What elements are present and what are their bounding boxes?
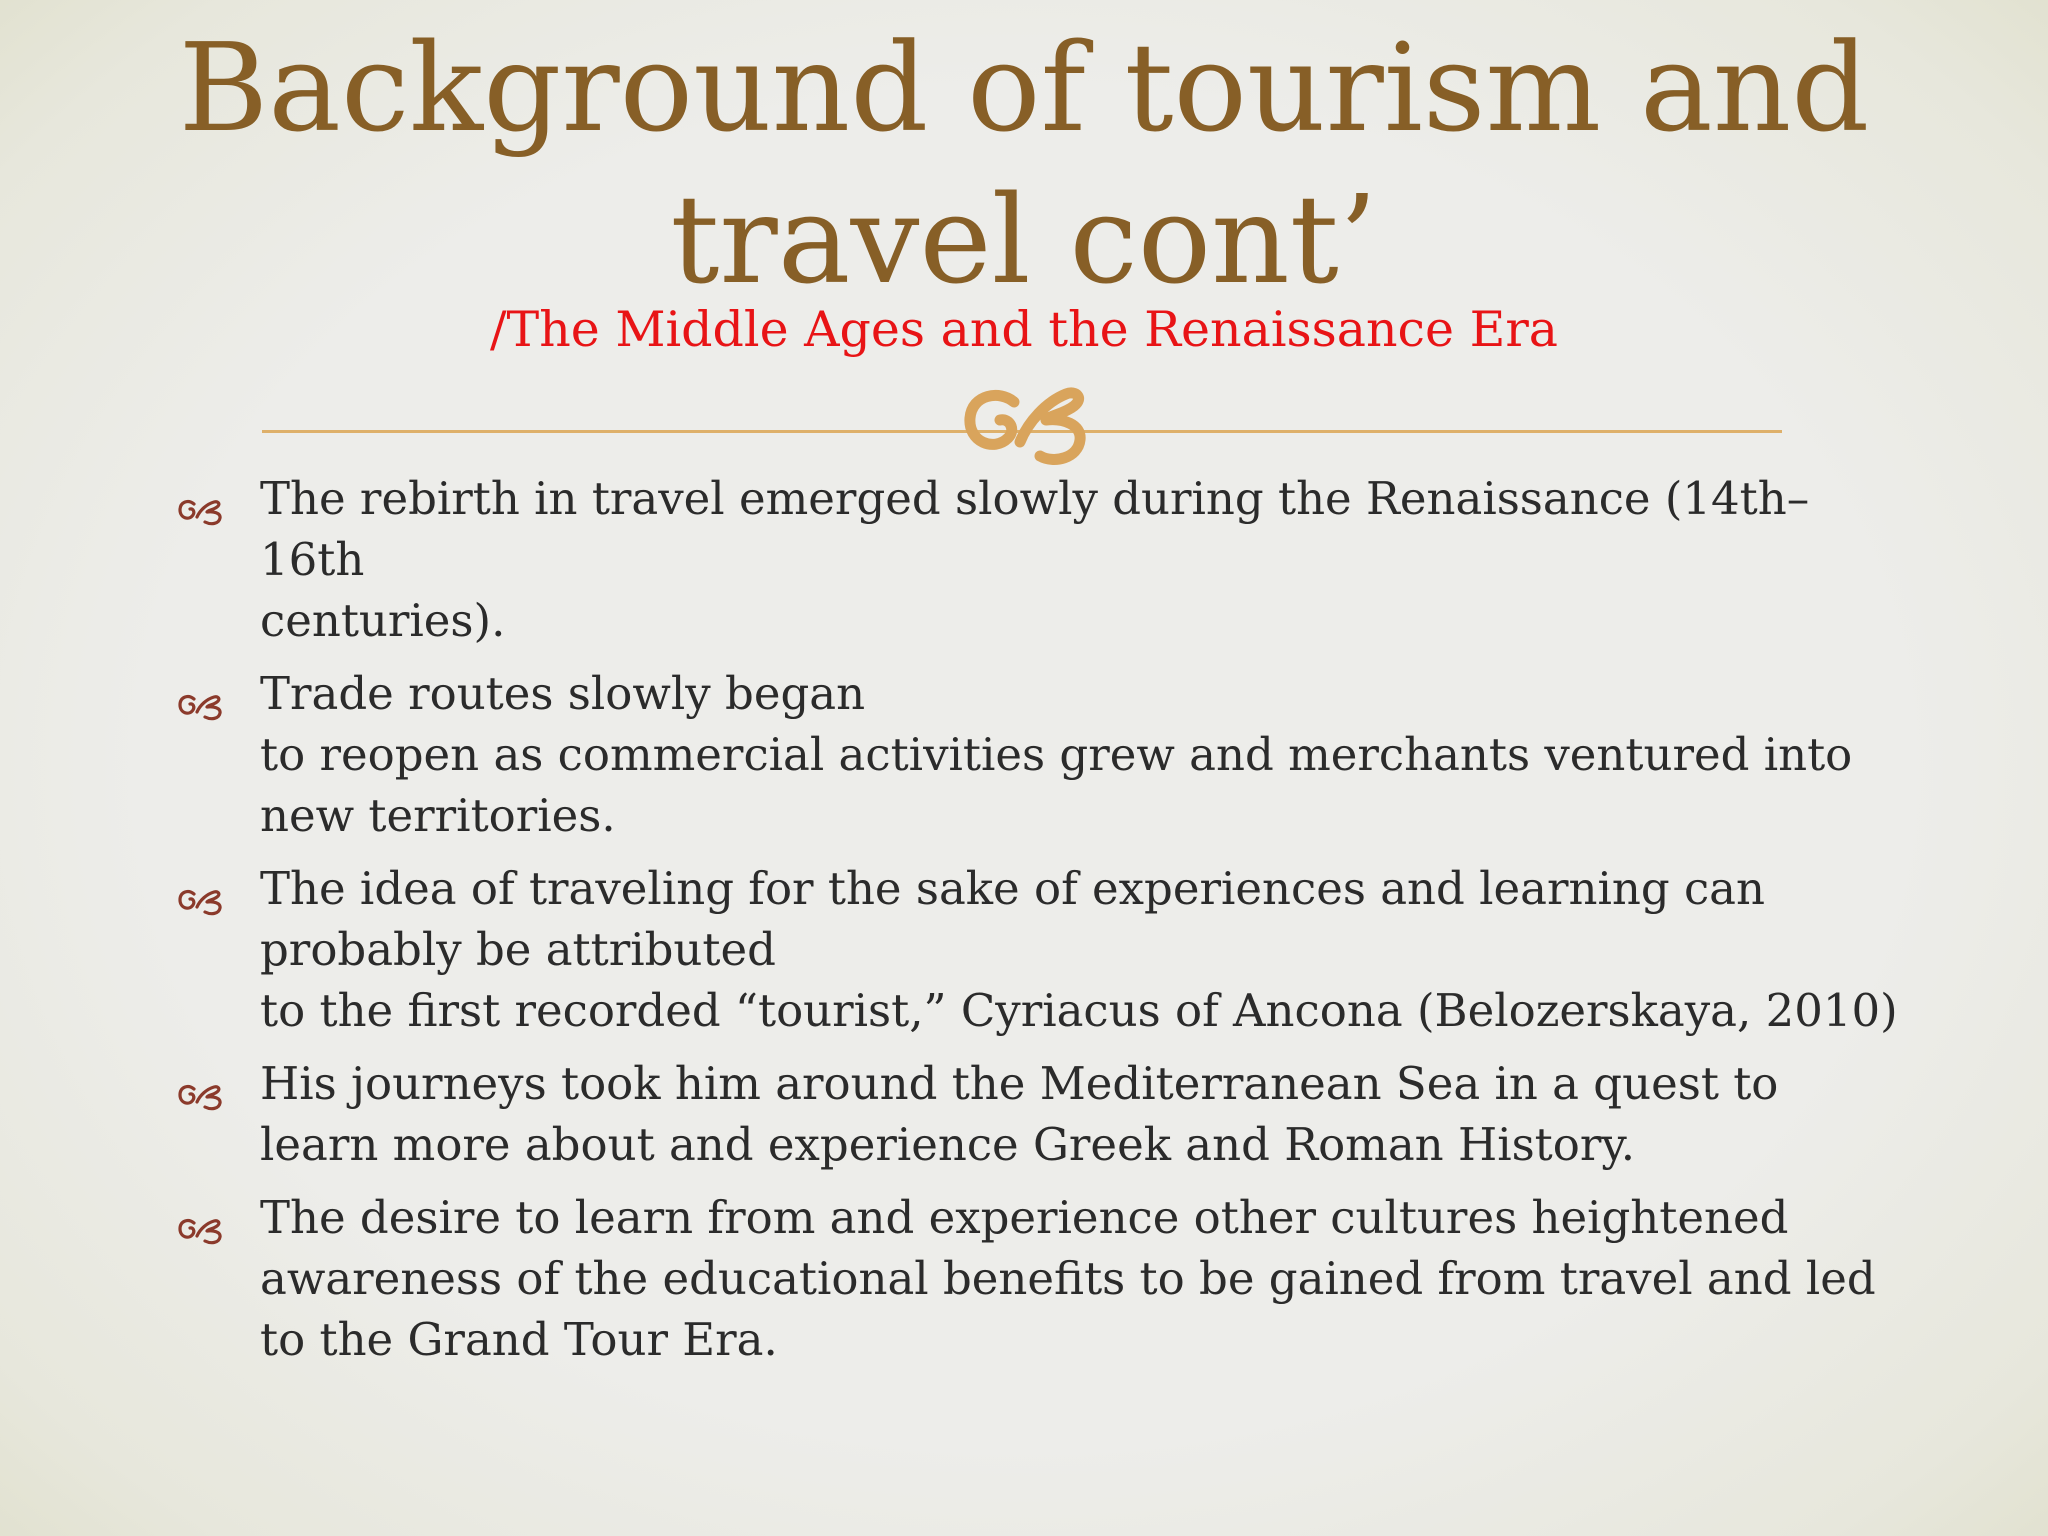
bullet-text-line: His journeys took him around the Mediterranean Sea in a quest to bbox=[260, 1057, 1779, 1110]
curl-bullet-icon bbox=[176, 886, 228, 916]
bullet-text-line: to the Grand Tour Era. bbox=[260, 1313, 778, 1366]
curl-bullet-icon bbox=[176, 1081, 228, 1111]
bullet-text-line: The desire to learn from and experience other cultures heightened bbox=[260, 1191, 1789, 1244]
bullet-text-line: probably be attributed bbox=[260, 923, 776, 976]
slide-title bbox=[0, 12, 2048, 316]
bullet-text-line: learn more about and experience Greek and Roman History. bbox=[260, 1118, 1636, 1171]
bullet-text-line: 16th bbox=[260, 533, 365, 586]
curl-bullet-icon bbox=[176, 1215, 228, 1245]
bullet-list bbox=[172, 468, 1898, 1382]
list-item bbox=[172, 663, 1892, 846]
curl-bullet-icon bbox=[176, 691, 228, 721]
list-item bbox=[172, 1053, 1892, 1175]
slide-title-line: Background of tourism and bbox=[178, 17, 1870, 159]
bullet-text-line: to reopen as commercial activities grew and merchants ventured into bbox=[260, 728, 1853, 781]
list-item bbox=[172, 858, 1898, 1041]
bullet-text-line: centuries). bbox=[260, 594, 506, 647]
curl-ornament-icon bbox=[950, 372, 1100, 482]
bullet-text-line: The idea of traveling for the sake of experiences and learning can bbox=[260, 862, 1765, 915]
bullet-text-line: new territories. bbox=[260, 789, 616, 842]
list-item bbox=[172, 1187, 1892, 1370]
bullet-text-line: awareness of the educational benefits to be gained from travel and led bbox=[260, 1252, 1876, 1305]
slide-title-line: travel cont’ bbox=[670, 169, 1378, 311]
slide-subtitle: /The Middle Ages and the Renaissance Era bbox=[490, 301, 1558, 358]
list-item bbox=[172, 468, 1892, 651]
bullet-text-line: The rebirth in travel emerged slowly during the Renaissance (14th– bbox=[260, 472, 1810, 525]
bullet-text-line: to the first recorded “tourist,” Cyriacus of Ancona (Belozerskaya, 2010) bbox=[260, 984, 1898, 1037]
bullet-text-line: Trade routes slowly began bbox=[260, 667, 866, 720]
curl-bullet-icon bbox=[176, 496, 228, 526]
